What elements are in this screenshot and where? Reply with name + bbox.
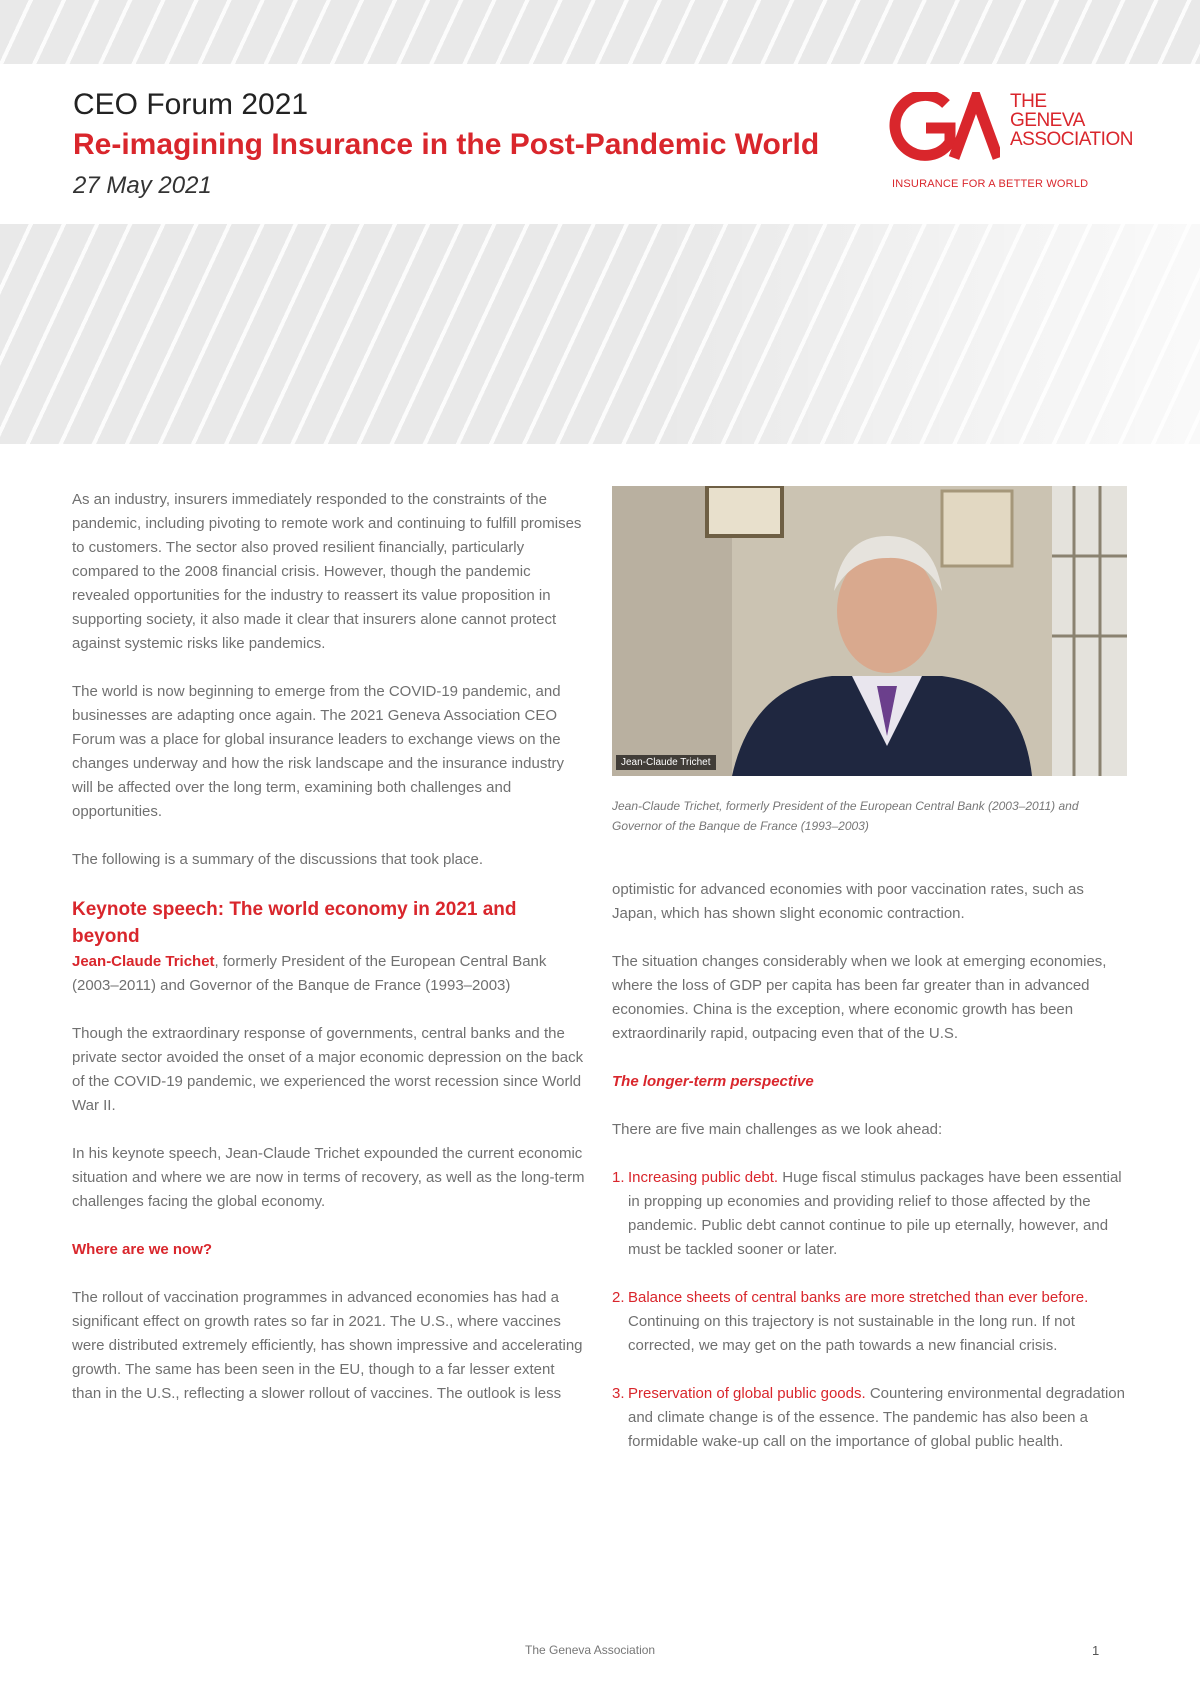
spacer <box>612 836 1127 878</box>
continuation-paragraph: optimistic for advanced economies with poor vaccination rates, such as Japan, which has shown slight economic contraction. <box>612 881 1084 922</box>
logo-line-2: GENEVA <box>1010 110 1085 131</box>
speaker-video-still <box>612 486 1127 776</box>
speaker-photo-image <box>612 486 1127 776</box>
list-item <box>612 1166 1127 1262</box>
intro-paragraph-2: The world is now beginning to emerge from the COVID-19 pandemic, and businesses are adapting once again. The 2021 Geneva Association CEO Forum was a place for global insurance leaders to exchange views on the changes underway and how the risk landscape and the insurance industry will be affected over the long term, examining both challenges and opportunities. <box>72 683 564 820</box>
list-number: 2. <box>612 1289 625 1306</box>
speaker-role: , formerly President of the European Central Bank (2003–2011) and Governor of the Banque de France (1993–2003) <box>72 953 547 994</box>
where-now-paragraph: The rollout of vaccination programmes in advanced economies has had a significant effect on growth rates so far in 2021. The U.S., where vaccines were distributed extremely efficiently, has shown impressive and accelerating growth. The same has been seen in the EU, though to a far lesser extent than in the U.S., reflecting a slower rollout of vaccines. The outlook is less <box>72 1289 583 1402</box>
photo-caption: Jean-Claude Trichet, formerly President of the European Central Bank (2003–2011) and Governor of the Banque de France (1993–2003) <box>612 799 1079 833</box>
event-date: 27 May 2021 <box>73 172 212 199</box>
decorative-stripes-banner <box>0 224 1200 444</box>
right-column <box>612 486 1127 1478</box>
keynote-heading: Keynote speech: The world economy in 2021 and beyond <box>72 899 517 947</box>
list-item <box>612 1382 1127 1454</box>
list-text: Huge fiscal stimulus packages have been essential in propping up economies and providing relief to those affected by the pandemic. Public debt cannot continue to pile up eternally, however, and must be tackled sooner or later. <box>628 1169 1122 1258</box>
geneva-association-logo <box>888 92 1148 202</box>
page-title: CEO Forum 2021 <box>73 88 309 121</box>
challenges-intro: There are five main challenges as we look ahead: <box>612 1121 943 1138</box>
logo-line-1: THE <box>1010 91 1047 112</box>
video-name-label: Jean-Claude Trichet <box>616 755 716 770</box>
decorative-stripes-top <box>0 0 1200 64</box>
page-number: 1 <box>1092 1643 1100 1658</box>
where-now-heading: Where are we now? <box>72 1241 213 1258</box>
logo-line-3: ASSOCIATION <box>1010 129 1133 150</box>
intro-paragraph-3: The following is a summary of the discussions that took place. <box>72 851 484 868</box>
list-number: 1. <box>612 1169 625 1186</box>
logo-wordmark <box>1010 92 1133 149</box>
list-lead: Balance sheets of central banks are more stretched than ever before. <box>628 1289 1089 1306</box>
speaker-name: Jean-Claude Trichet <box>72 953 215 970</box>
list-lead: Preservation of global public goods. <box>628 1385 866 1402</box>
challenges-list <box>612 1166 1127 1454</box>
list-text: Continuing on this trajectory is not sustainable in the long run. If not corrected, we may get on the path towards a new financial crisis. <box>628 1313 1075 1354</box>
list-number: 3. <box>612 1385 625 1402</box>
page-subtitle: Re-imagining Insurance in the Post-Pandemic World <box>73 128 820 161</box>
ga-logo-icon <box>888 92 1000 162</box>
list-lead: Increasing public debt. <box>628 1169 779 1186</box>
list-text: Countering environmental degradation and climate change is of the essence. The pandemic has also been a formidable wake-up call on the importance of global public health. <box>628 1385 1125 1450</box>
list-item <box>612 1286 1127 1358</box>
logo-tagline: INSURANCE FOR A BETTER WORLD <box>892 178 1089 190</box>
keynote-paragraph-1: Though the extraordinary response of governments, central banks and the private sector avoided the onset of a major economic depression on the back of the COVID-19 pandemic, we experienced the worst recession since World War II. <box>72 1025 584 1114</box>
left-column <box>72 488 587 1406</box>
keynote-paragraph-2: In his keynote speech, Jean-Claude Trichet expounded the current economic situation and where we are now in terms of recovery, as well as the long-term challenges facing the global economy. <box>72 1145 585 1210</box>
intro-paragraph-1: As an industry, insurers immediately responded to the constraints of the pandemic, including pivoting to remote work and continuing to fulfill promises to customers. The sector also proved resilient financially, particularly compared to the 2008 financial crisis. However, though the pandemic revealed opportunities for the industry to reassert its value proposition in supporting society, it also made it clear that insurers alone cannot protect against systemic risks like pandemics. <box>72 491 582 652</box>
emerging-economies-paragraph: The situation changes considerably when we look at emerging economies, where the loss of GDP per capita has been far greater than in advanced economies. China is the exception, where economic growth has been extraordinarily rapid, outpacing even that of the U.S. <box>612 953 1107 1042</box>
longer-term-heading: The longer-term perspective <box>612 1073 814 1090</box>
keynote-speaker-line <box>72 950 587 998</box>
footer-organization: The Geneva Association <box>525 1643 656 1657</box>
